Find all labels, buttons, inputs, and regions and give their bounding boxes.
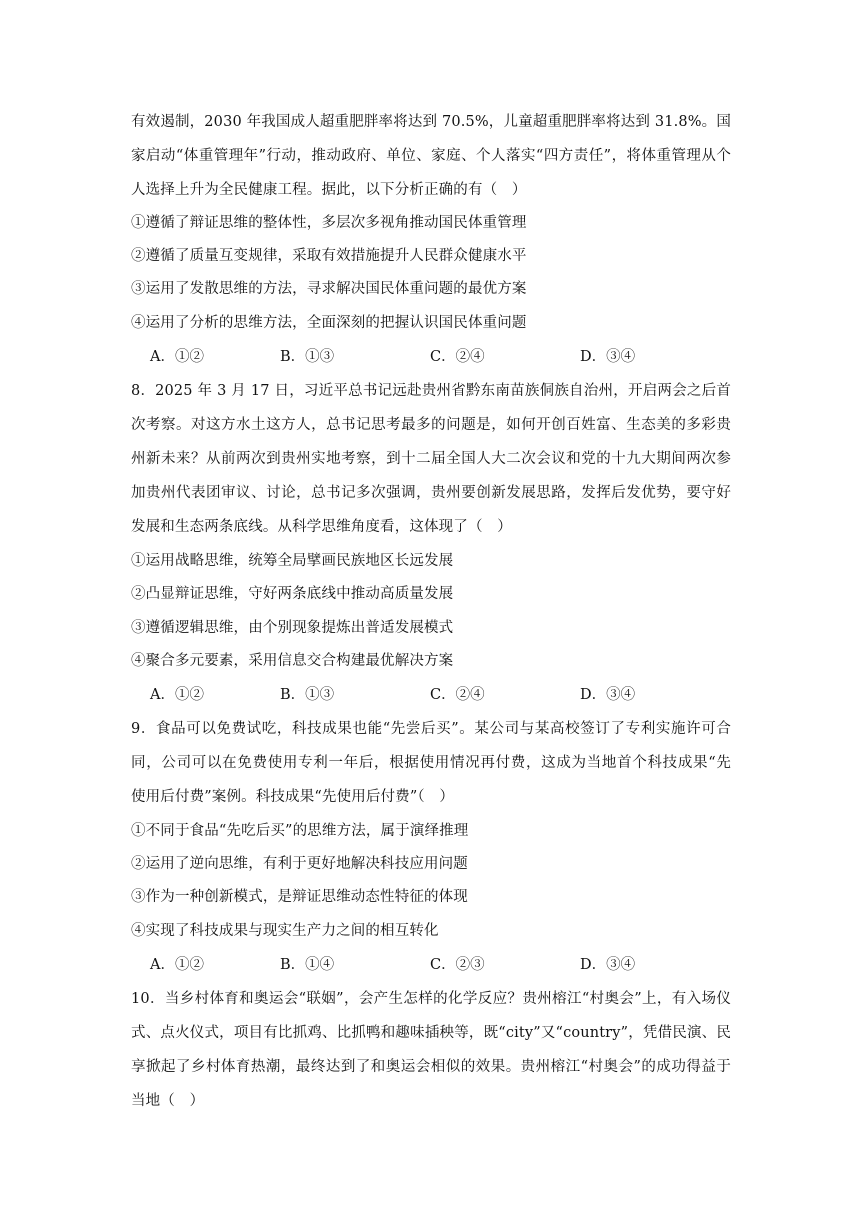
q9-option-d: D．③④ [580,957,636,973]
q7-option-c: C．②④ [430,349,485,365]
q8-option-b: B．①③ [280,687,335,703]
q8-option-c: C．②④ [430,687,485,703]
q7-option-b: B．①③ [280,349,335,365]
q7-line-3: 人选择上升为全民健康工程。据此，以下分析正确的有（ ） [131,182,527,198]
q8-line-2: 次考察。对这方水土这方人，总书记思考最多的问题是，如何开创百姓富、生态美的多彩贵 [131,417,731,433]
q8-statement-1: ①运用战略思维，统筹全局擘画民族地区长远发展 [131,553,454,569]
q10-line-1: 10．当乡村体育和奥运会“联姻”，会产生怎样的化学反应？贵州榕江“村奥会”上，有入场仪 [131,991,731,1007]
q7-statement-2: ②遵循了质量互变规律，采取有效措施提升人民群众健康水平 [131,248,527,264]
q7-option-d: D．③④ [580,349,636,365]
q8-line-3: 州新未来？从前两次到贵州实地考察，到十二届全国人大二次会议和党的十九大期间两次参 [131,451,731,467]
q9-statement-1: ①不同于食品“先吃后买”的思维方法，属于演绎推理 [131,823,469,839]
q8-line-1: 8．2025 年 3 月 17 日，习近平总书记远赴贵州省黔东南苗族侗族自治州，开启两会之后首 [131,383,731,399]
q9-statement-4: ④实现了科技成果与现实生产力之间的相互转化 [131,923,439,939]
q9-line-3: 使用后付费”案例。科技成果“先使用后付费”（ ） [131,789,455,805]
q10-line-3: 享掀起了乡村体育热潮，最终达到了和奥运会相似的效果。贵州榕江“村奥会”的成功得益于 [131,1059,731,1075]
q8-statement-4: ④聚合多元要素，采用信息交合构建最优解决方案 [131,653,454,669]
q9-line-1: 9．食品可以免费试吃，科技成果也能“先尝后买”。某公司与某高校签订了专利实施许可合 [131,721,731,737]
q7-statement-1: ①遵循了辩证思维的整体性，多层次多视角推动国民体重管理 [131,215,527,231]
q10-line-4: 当地（ ） [131,1093,205,1109]
q8-options [150,685,710,705]
q10-line-2: 式、点火仪式，项目有比抓鸡、比抓鸭和趣味插秧等，既“city”又“country”，凭借民演、民 [131,1025,731,1041]
q9-statement-3: ③作为一种创新模式，是辩证思维动态性特征的体现 [131,889,468,905]
q7-options [150,347,710,367]
q9-option-b: B．①④ [280,957,335,973]
q9-options [150,955,710,975]
q8-line-5: 发展和生态两条底线。从科学思维角度看，这体现了（ ） [131,519,512,535]
q8-option-a: A．①② [150,687,204,703]
q7-statement-3: ③运用了发散思维的方法，寻求解决国民体重问题的最优方案 [131,281,527,297]
q9-option-c: C．②③ [430,957,485,973]
q7-option-a: A．①② [150,349,204,365]
q8-statement-2: ②凸显辩证思维，守好两条底线中推动高质量发展 [131,586,454,602]
q8-option-d: D．③④ [580,687,636,703]
q9-statement-2: ②运用了逆向思维，有利于更好地解决科技应用问题 [131,856,468,872]
q9-line-2: 同，公司可以在免费使用专利一年后，根据使用情况再付费，这成为当地首个科技成果“先 [131,755,731,771]
q7-line-2: 家启动“体重管理年”行动，推动政府、单位、家庭、个人落实“四方责任”，将体重管理从个 [131,148,731,164]
q8-line-4: 加贵州代表团审议、讨论，总书记多次强调，贵州要创新发展思路，发挥后发优势，要守好 [131,485,731,501]
q7-line-1: 有效遏制，2030 年我国成人超重肥胖率将达到 70.5%，儿童超重肥胖率将达到 31.8%。国 [131,114,731,130]
q7-statement-4: ④运用了分析的思维方法，全面深刻的把握认识国民体重问题 [131,315,527,331]
q8-statement-3: ③遵循逻辑思维，由个别现象提炼出普适发展模式 [131,620,454,636]
q9-option-a: A．①② [150,957,204,973]
